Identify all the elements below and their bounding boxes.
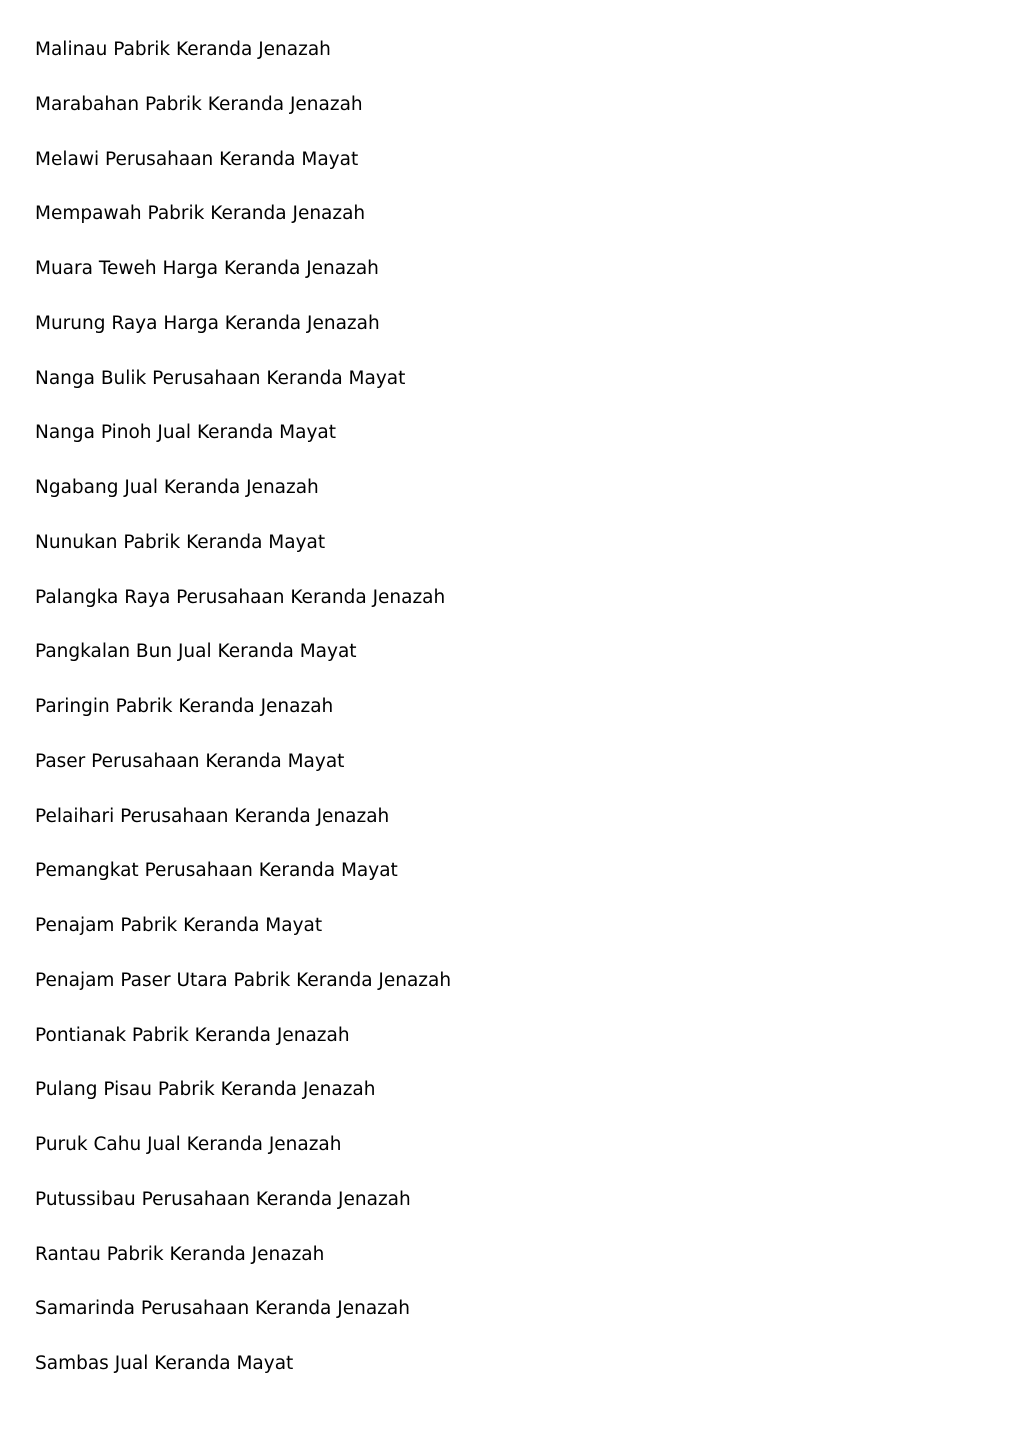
list-item: Melawi Perusahaan Keranda Mayat — [35, 148, 359, 170]
list-item: Malinau Pabrik Keranda Jenazah — [35, 39, 331, 60]
list-item: Nanga Pinoh Jual Keranda Mayat — [35, 422, 336, 444]
list-item: Pulang Pisau Pabrik Keranda Jenazah — [35, 1079, 376, 1101]
list-item: Putussibau Perusahaan Keranda Jenazah — [35, 1188, 411, 1210]
list-item: Rantau Pabrik Keranda Jenazah — [35, 1243, 325, 1265]
list-item: Palangka Raya Perusahaan Keranda Jenazah — [35, 586, 446, 608]
list-item: Pemangkat Perusahaan Keranda Mayat — [35, 860, 398, 882]
list-item: Marabahan Pabrik Keranda Jenazah — [35, 93, 363, 115]
list-item: Paser Perusahaan Keranda Mayat — [35, 750, 345, 772]
list-item: Nunukan Pabrik Keranda Mayat — [35, 531, 326, 553]
list-item: Murung Raya Harga Keranda Jenazah — [35, 312, 380, 334]
list-item: Muara Teweh Harga Keranda Jenazah — [35, 258, 379, 279]
list-item: Puruk Cahu Jual Keranda Jenazah — [35, 1134, 342, 1155]
list-item: Penajam Paser Utara Pabrik Keranda Jenazah — [35, 969, 452, 991]
list-item: Samarinda Perusahaan Keranda Jenazah — [35, 1298, 410, 1320]
list-item: Sambas Jual Keranda Mayat — [35, 1353, 294, 1374]
list-item: Ngabang Jual Keranda Jenazah — [35, 477, 319, 498]
entry-list — [35, 36, 451, 1405]
list-item: Pontianak Pabrik Keranda Jenazah — [35, 1024, 350, 1046]
list-item: Mempawah Pabrik Keranda Jenazah — [35, 203, 366, 225]
list-item: Pangkalan Bun Jual Keranda Mayat — [35, 641, 357, 663]
list-item: Penajam Pabrik Keranda Mayat — [35, 915, 323, 936]
list-item: Pelaihari Perusahaan Keranda Jenazah — [35, 805, 390, 827]
list-item: Paringin Pabrik Keranda Jenazah — [35, 696, 334, 717]
list-item: Nanga Bulik Perusahaan Keranda Mayat — [35, 367, 406, 389]
